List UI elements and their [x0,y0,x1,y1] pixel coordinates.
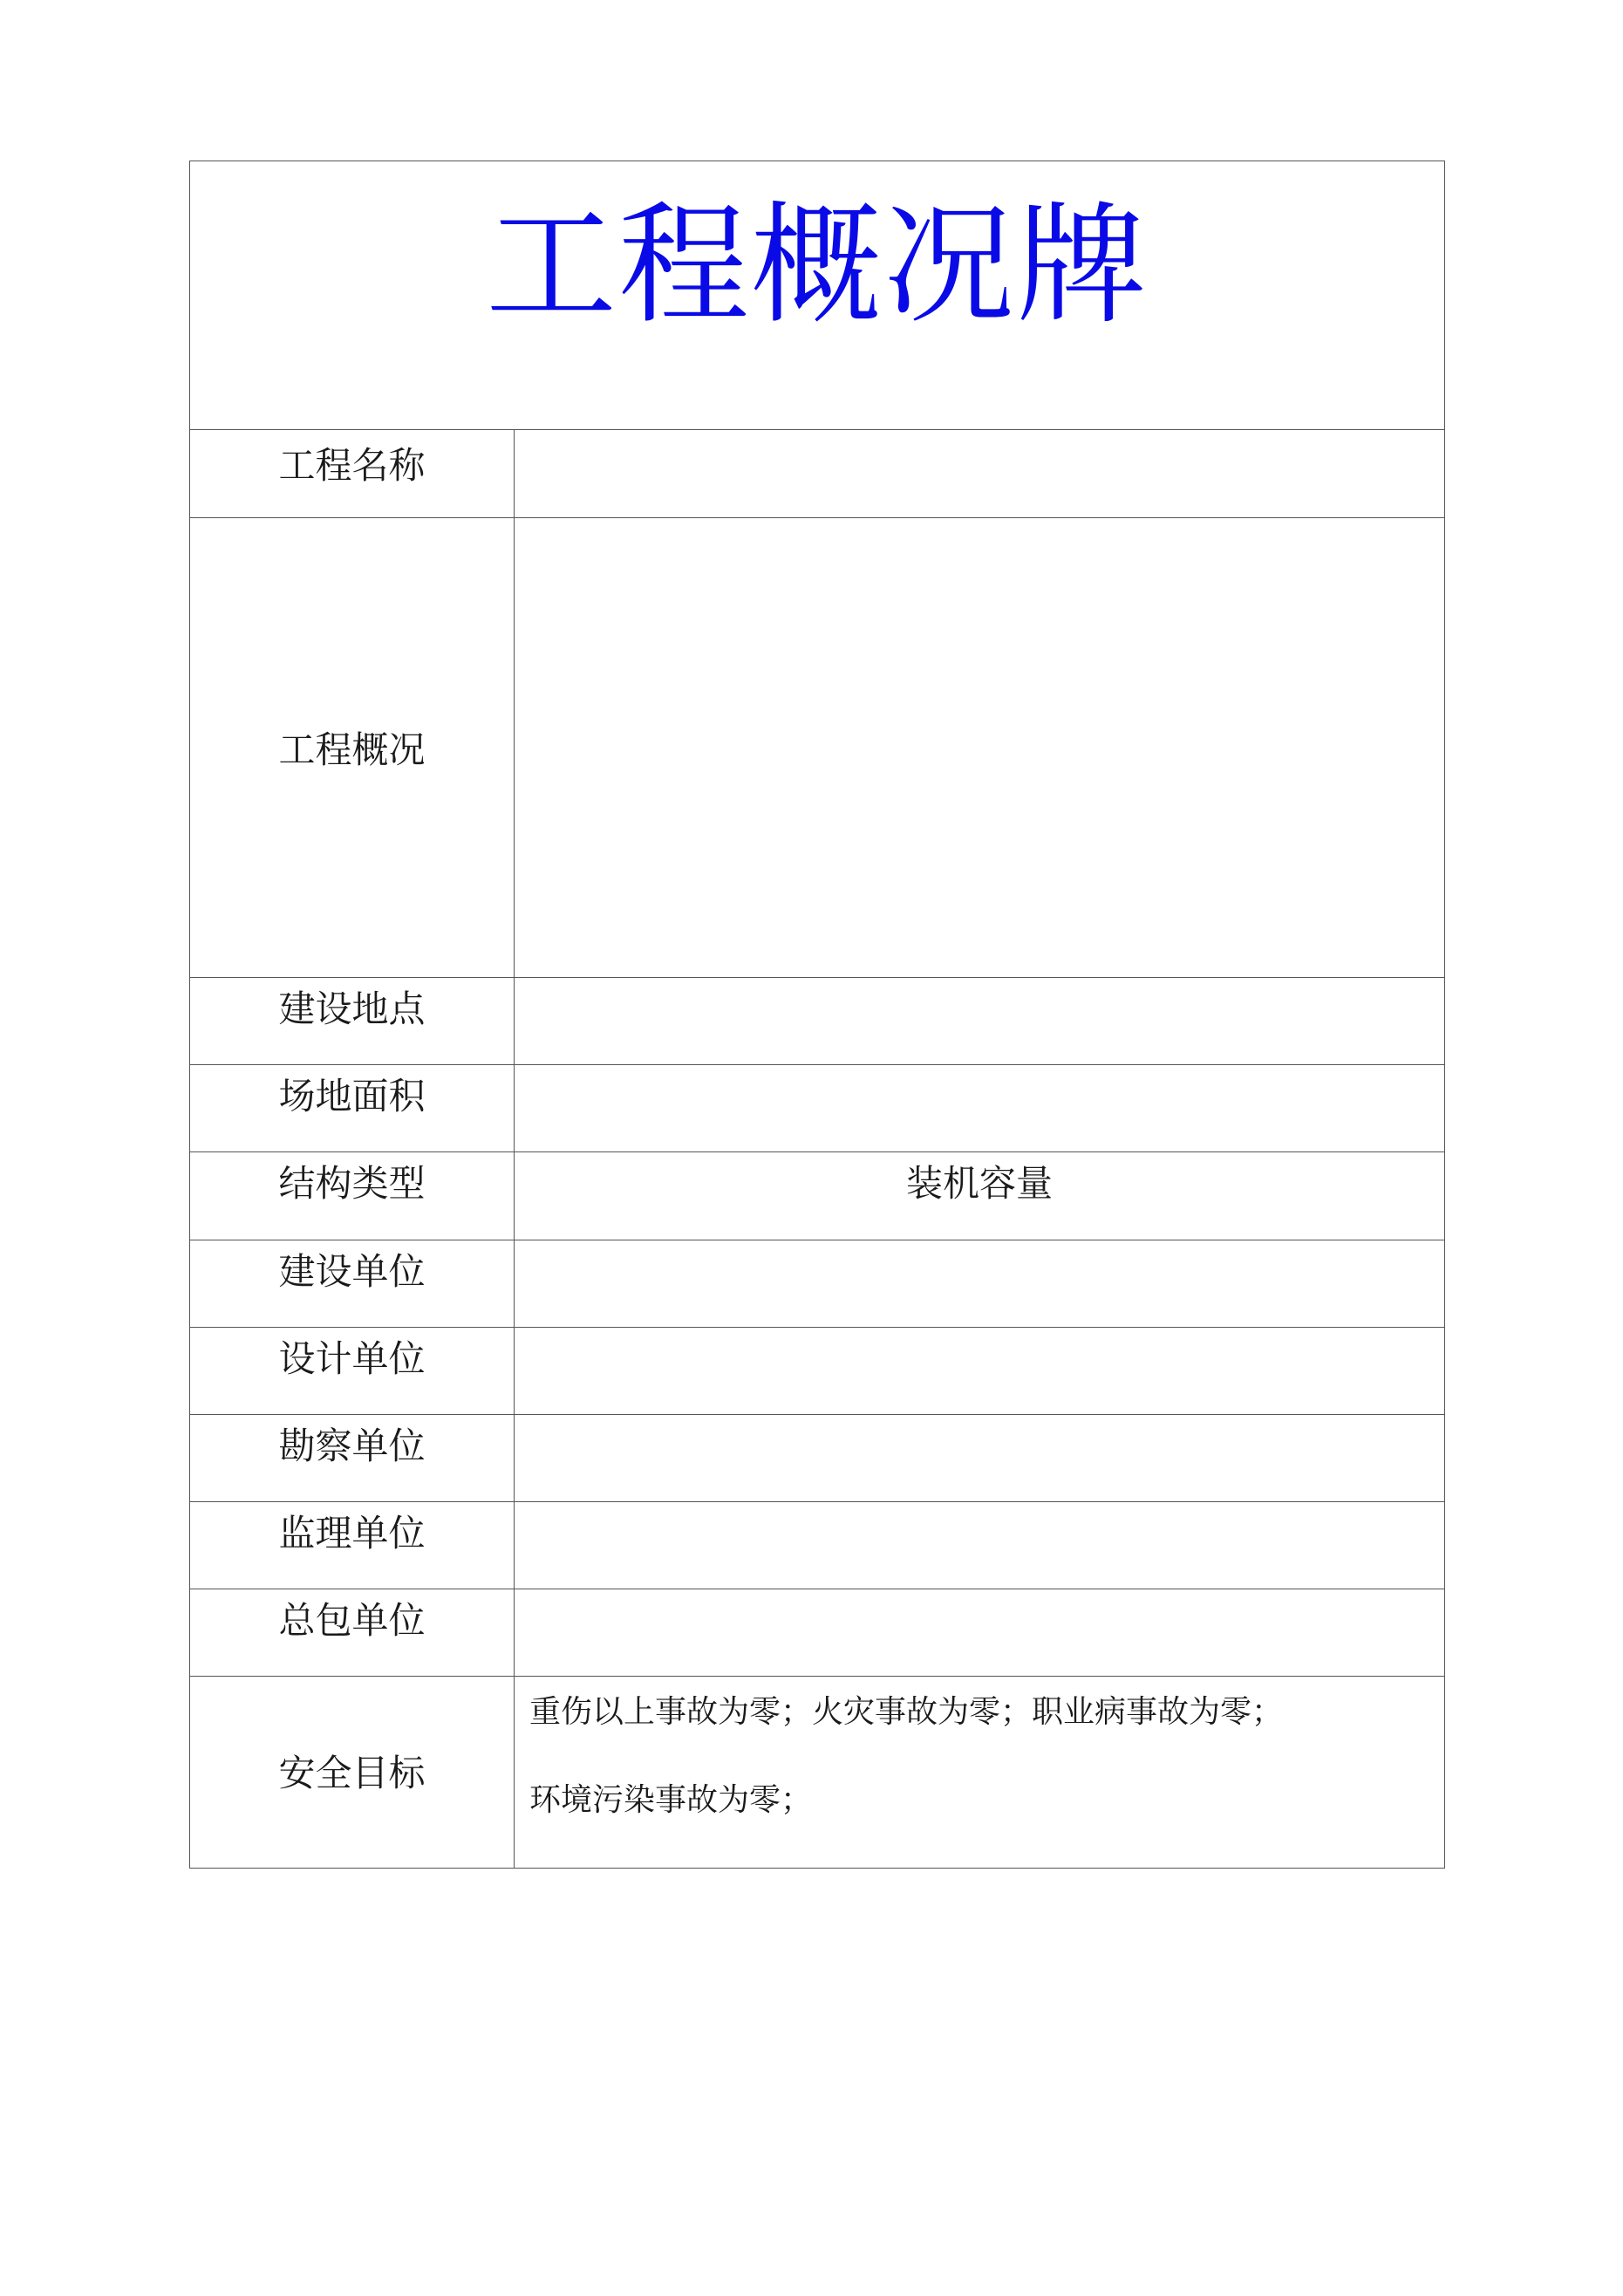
row-label: 勘察单位 [190,1415,515,1501]
row-general-contractor [190,1589,1444,1677]
structure-type-value[interactable] [515,1152,1444,1240]
row-label: 建设单位 [190,1240,515,1327]
title-cell [190,161,1444,430]
row-label: 监理单位 [190,1502,515,1589]
row-label: 建设地点 [190,978,515,1064]
row-owner-unit [190,1240,1444,1328]
row-safety-goal [190,1677,1444,1868]
safety-goal-value [515,1677,1444,1868]
site-area-value[interactable] [515,1065,1444,1151]
general-contractor-value[interactable] [515,1589,1444,1676]
row-project-name [190,430,1444,518]
row-label: 设计单位 [190,1328,515,1414]
installed-capacity-label: 装机容量 [905,1162,1053,1205]
row-label: 安全目标 [190,1677,515,1868]
row-label: 结构类型 [190,1152,515,1240]
row-survey-unit [190,1415,1444,1502]
safety-goal-line: 重伤以上事故为零；火灾事故为零；职业病事故为零； [529,1694,1284,1730]
survey-unit-value[interactable] [515,1415,1444,1501]
safety-goal-line: 环境污染事故为零； [529,1782,813,1818]
row-design-unit [190,1328,1444,1415]
design-unit-value[interactable] [515,1328,1444,1414]
row-site-area [190,1065,1444,1152]
page-title: 工程概况牌 [485,190,1149,342]
owner-unit-value[interactable] [515,1240,1444,1327]
row-label: 场地面积 [190,1065,515,1151]
row-construction-site [190,978,1444,1065]
project-name-value[interactable] [515,430,1444,517]
project-overview-value[interactable] [515,518,1444,977]
row-supervision-unit [190,1502,1444,1589]
row-label: 总包单位 [190,1589,515,1676]
row-structure-type [190,1152,1444,1240]
project-overview-board [189,161,1445,1869]
row-label: 工程名称 [190,430,515,517]
row-label: 工程概况 [190,518,515,977]
row-project-overview [190,518,1444,978]
supervision-unit-value[interactable] [515,1502,1444,1589]
construction-site-value[interactable] [515,978,1444,1064]
